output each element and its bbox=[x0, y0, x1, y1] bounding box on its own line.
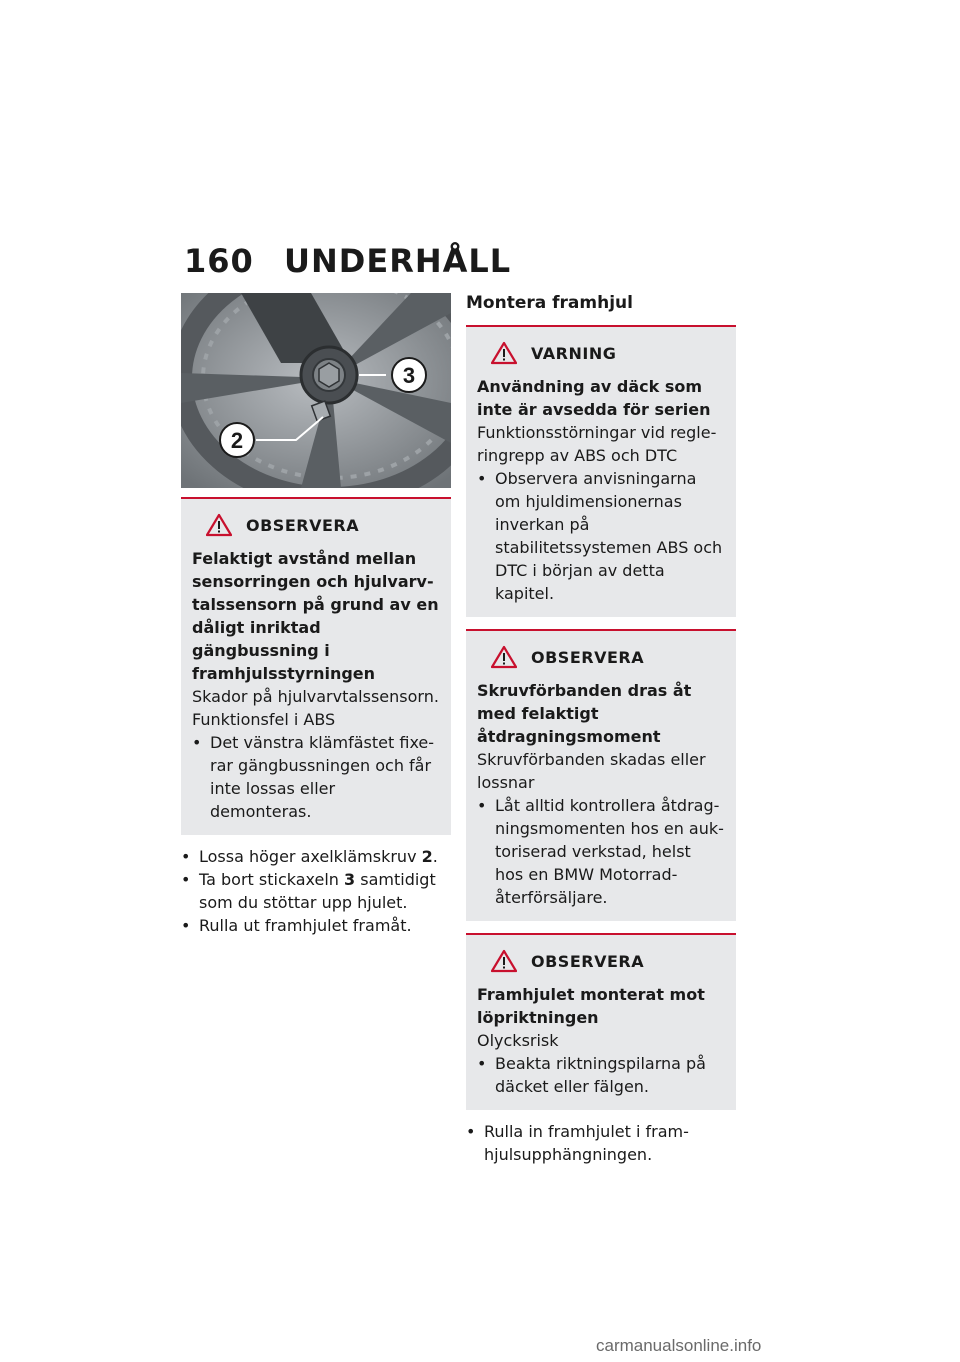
step-item: • Rulla ut framhjulet framåt. bbox=[181, 914, 451, 937]
warning-bullet: • Observera anvisningarna om hjuldimensionernas inverkan på stabilitetssystemen ABS och DTC i början av detta kapitel. bbox=[477, 467, 724, 605]
notice-consequence: Skador på hjulvarvtalssensorn. bbox=[192, 687, 439, 706]
wheel-photo bbox=[181, 293, 451, 488]
notice-label: OBSERVERA bbox=[531, 647, 645, 667]
section-title: UNDERHÅLL bbox=[284, 242, 512, 280]
section-subheading: Montera framhjul bbox=[466, 293, 633, 313]
svg-text:3: 3 bbox=[402, 363, 416, 388]
callout-2 bbox=[220, 423, 254, 457]
install-steps bbox=[466, 1120, 736, 1166]
notice-consequence: Skruvförbanden skadas eller lossnar bbox=[477, 750, 706, 792]
notice-bullet: • Det vänstra klämfästet fixerar gängbussningen och får inte lossas eller demonteras. bbox=[192, 731, 439, 823]
left-column bbox=[181, 293, 451, 937]
notice-consequence: Funktionsfel i ABS bbox=[192, 710, 336, 729]
warning-title: Användning av däck som inte är avsedda för serien bbox=[477, 377, 711, 419]
ref-number: 2 bbox=[421, 847, 433, 866]
notice-title: Skruvförbanden dras åt med felaktigt åtdragningsmoment bbox=[477, 681, 692, 746]
svg-text:2: 2 bbox=[230, 428, 244, 453]
warning-triangle-icon bbox=[491, 949, 517, 973]
notice-title: Framhjulet monterat mot löpriktningen bbox=[477, 985, 705, 1027]
notice-consequence: Olycksrisk bbox=[477, 1031, 559, 1050]
notice-bullet: • Låt alltid kontrollera åtdragningsmomenten hos en auktoriserad verkstad, helst hos en BMW Motorrad-återförsäljare. bbox=[477, 794, 724, 909]
warning-consequence: Funktionsstörningar vid regleringrepp av ABS och DTC bbox=[477, 423, 717, 465]
notice-label: OBSERVERA bbox=[531, 951, 645, 971]
notice-box-sensor bbox=[181, 497, 451, 835]
notice-bullet: • Beakta riktningspilarna på däcket eller fälgen. bbox=[477, 1052, 724, 1098]
step-item: • Rulla in framhjulet i framhjulsupphängningen. bbox=[466, 1120, 736, 1166]
notice-box-direction bbox=[466, 933, 736, 1110]
warning-triangle-icon bbox=[491, 645, 517, 669]
notice-header bbox=[491, 645, 724, 669]
page-header bbox=[184, 242, 511, 280]
notice-title: Felaktigt avstånd mellan sensorringen och hjulvarvtalssensorn på grund av en dåligt inriktad gängbussning i framhjulsstyrningen bbox=[192, 549, 439, 683]
notice-header bbox=[491, 949, 724, 973]
notice-header bbox=[206, 513, 439, 537]
warning-box-tyres bbox=[466, 325, 736, 617]
warning-label: VARNING bbox=[531, 343, 617, 363]
ref-number: 3 bbox=[344, 870, 356, 889]
watermark-link[interactable]: carmanualsonline.info bbox=[596, 1336, 762, 1355]
warning-header bbox=[491, 341, 724, 365]
page-number: 160 bbox=[184, 242, 254, 280]
warning-triangle-icon bbox=[206, 513, 232, 537]
step-item: • Ta bort stickaxeln 3 samtidigt som du stöttar upp hjulet. bbox=[181, 868, 451, 914]
right-column bbox=[466, 293, 736, 1166]
warning-triangle-icon bbox=[491, 341, 517, 365]
removal-steps bbox=[181, 845, 451, 937]
step-item: • Lossa höger axelklämskruv 2. bbox=[181, 845, 451, 868]
notice-label: OBSERVERA bbox=[246, 515, 360, 535]
callout-3 bbox=[392, 358, 426, 392]
notice-box-torque bbox=[466, 629, 736, 921]
